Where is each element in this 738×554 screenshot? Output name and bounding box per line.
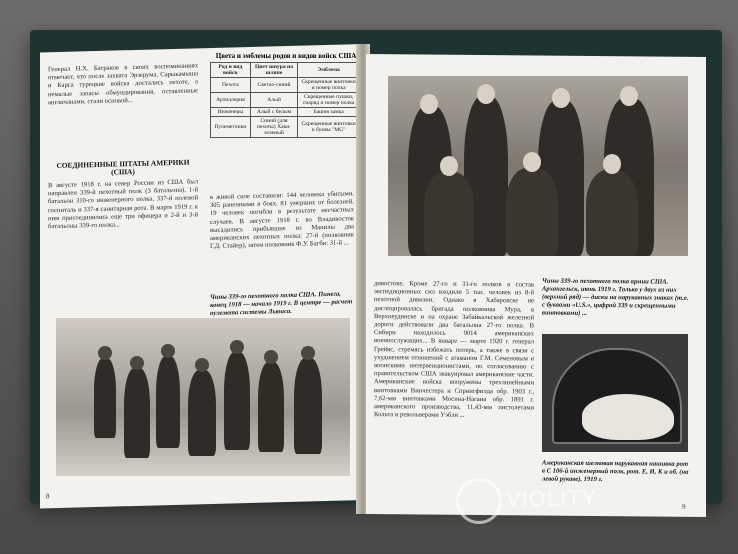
table-cell: Синий (для пехоты) Хаки-зеленый <box>250 117 298 138</box>
body-paragraph: дивостоке. Кроме 27-го и 31-го полков в состав экспедиционных сил входили 5 тыс. человек из 8-й пехотной дивизии. Однако в Хабаровске не дислоцировалась бригада полковника Мура, в Верхнеудинске и на охране Забайкальской железной дороги действовали два батальона 27-го полка. В Сибири находилось 9014 американских военнослужащих... В январе — марте 1920 г. генерал Грейвс, стремясь избежать потерь, а также в связи с ухудшением отношений с атаманом Г.М. Семеновым и японскими интервенционистами, по согласованию с правительством США эвакуировал американские части. Американские войска вооружены трехлинейными винтовками Винчестера и Спрингфилда обр. 1903 г., 7,62-мм винтовками Мосина-Нагана обр. 1891 г. американского производства, 11,43-мм пистолетами Кольта и револьверами Уэбли ... <box>374 280 534 420</box>
polar-bear-patch-photo <box>542 334 688 452</box>
table-cell: Скрещенные винтовки и номер полка <box>298 78 360 93</box>
table-cell: Светло-синий <box>250 78 298 93</box>
section-paragraph: В августе 1918 г. на север России из США был направлен 339-й пехотный полк (3 батальона), 1-й батальон 310-го инженерного полка, 337-й полевой госпиталь и 337-я санитарная рота. В марте 1919 г. к ним присоединились еще три офицера и 2-й и 3-й батальоны 339-го полка... <box>48 178 198 231</box>
watermark-logo-icon <box>456 478 502 524</box>
table-cell: Скрещенные винтовки и буквы "MG" <box>298 117 360 138</box>
table-header-cell: Цвет шнура на шляпе <box>250 63 298 78</box>
table-title: Цвета и эмблемы родов и видов войск США <box>215 52 357 60</box>
polar-bear-icon <box>582 394 674 440</box>
table-header-cell: Род и вид войск <box>211 63 251 78</box>
table-cell: Инженеры <box>211 108 251 117</box>
watermark-text: VIOLITY <box>506 486 598 511</box>
table-row <box>211 117 360 138</box>
table-row <box>211 93 360 108</box>
emblem-table <box>210 62 360 138</box>
table-cell: Скрещенные пушки, снаряд и номер полка <box>298 93 360 108</box>
section-heading: СОЕДИНЕННЫЕ ШТАТЫ АМЕРИКИ (США) <box>56 157 190 177</box>
table-cell: Башня замка <box>298 108 360 117</box>
table-cell: Пехота <box>211 78 251 93</box>
page-number: 8 <box>46 492 50 501</box>
table-row <box>211 108 360 117</box>
table-header-cell: Эмблема <box>298 63 360 78</box>
soldiers-photo-right <box>388 76 688 256</box>
table-row <box>211 78 360 93</box>
patch-caption: Американская шелковая нарукавная нашивка рот в С 106-й инженерный полк, рот. Е, И, К и об. (на левой рукаве), 1919 г. <box>542 459 689 484</box>
page-number: 9 <box>682 502 686 511</box>
table-cell: Алый с белым <box>250 108 298 117</box>
patch-shape <box>552 348 682 444</box>
middle-paragraph: в живой силе составили: 144 человека убитыми, 305 раненными в боях, 81 умерших от болезней, 19 человек погибли в результате несчастных случаев. В августе 1918 г. во Владивосток высадились прибывшие из Манилы два американских пехотных полка: 27-й (полковник Г.Д. Стайер), затем полковник Ф.У. Багби: 31-й ... <box>210 190 354 251</box>
table-cell: Алый <box>250 93 298 108</box>
photo-caption-top: Чины 339-го пехотного полка армии США. Архангельск, июнь 1919 г. Только у двух из них (верхний ряд) — диски на нарукавных знаках (т.е. с буквами «U.S.», цифрой 339 и скрещенными винтовками) ... <box>542 277 689 317</box>
photo-caption: Чины 339-го пехотного полка США. Пинега, конец 1918 — начало 1919 г. В центре — расчет пулемета системы Льюиса. <box>210 290 353 318</box>
table-cell: Пулеметчики <box>211 117 251 138</box>
table-cell: Артиллерия <box>211 93 251 108</box>
soldiers-photo-left <box>56 318 350 476</box>
intro-paragraph: Генерал Н.Х. Батраков в своих воспоминаниях отмечает, что после захвата Эрзерума, Сарыкамыша и Карса турецкие войска достались пехоте, а немалые запасы обмундирования, оставленные англичанами, стали основой... <box>48 62 198 107</box>
